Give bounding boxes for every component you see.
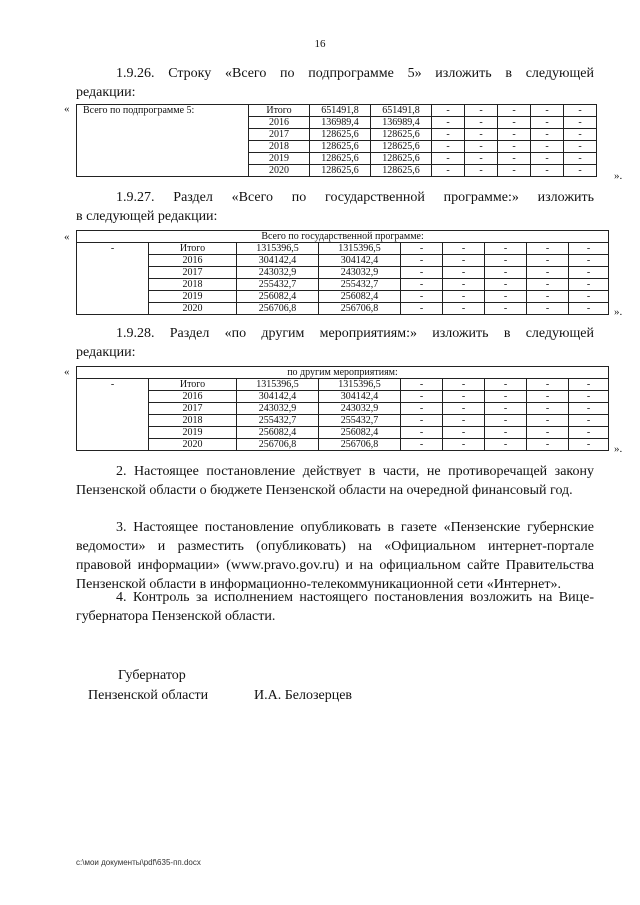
value-cell: 256706,8 (319, 439, 401, 451)
value-cell: 128625,6 (371, 129, 432, 141)
value-cell: 136989,4 (371, 117, 432, 129)
open-quote: « (64, 366, 70, 378)
table-row (77, 267, 609, 279)
paragraph-1927 (76, 188, 594, 226)
value-cell: 128625,6 (310, 153, 371, 165)
value-cell: 256706,8 (237, 303, 319, 315)
year-cell: 2017 (249, 129, 310, 141)
dash-cell: - (498, 165, 531, 177)
dash-cell: - (485, 255, 527, 267)
value-cell: 243032,9 (319, 267, 401, 279)
dash-cell: - (401, 403, 443, 415)
dash-cell: - (527, 291, 569, 303)
table-row (77, 279, 609, 291)
value-cell: 128625,6 (371, 165, 432, 177)
dash-cell: - (443, 303, 485, 315)
dash-cell: - (485, 415, 527, 427)
year-cell: 2017 (149, 403, 237, 415)
year-cell: Итого (249, 105, 310, 117)
close-quote: ». (614, 306, 623, 318)
dash-cell: - (443, 403, 485, 415)
dash-cell: - (564, 105, 597, 117)
dash-cell: - (564, 117, 597, 129)
table-row (77, 403, 609, 415)
dash-cell: - (432, 105, 465, 117)
table-row (77, 303, 609, 315)
dash-cell: - (465, 105, 498, 117)
dash-cell: - (465, 129, 498, 141)
year-cell: 2017 (149, 267, 237, 279)
paragraph-1928 (76, 324, 594, 362)
dash-cell: - (401, 291, 443, 303)
year-cell: 2019 (149, 427, 237, 439)
year-cell: 2019 (149, 291, 237, 303)
dash-cell: - (527, 279, 569, 291)
dash-cell: - (569, 427, 609, 439)
value-cell: 256706,8 (319, 303, 401, 315)
dash-cell: - (432, 117, 465, 129)
signature-title-line1: Губернатор (118, 668, 186, 683)
dash-cell: - (443, 267, 485, 279)
value-cell: 1315396,5 (237, 379, 319, 391)
dash-cell: - (465, 165, 498, 177)
value-cell: 304142,4 (319, 255, 401, 267)
dash-cell: - (527, 403, 569, 415)
dash-cell: - (569, 403, 609, 415)
table-row (77, 291, 609, 303)
dash-cell: - (432, 165, 465, 177)
table-row (77, 105, 597, 117)
value-cell: 128625,6 (371, 141, 432, 153)
signature-title-line2: Пензенской области (88, 688, 209, 703)
paragraph-1926-line1: 1.9.26. Строку «Всего по подпрограмме 5» изложить в следующей (116, 66, 594, 81)
dash-cell: - (465, 117, 498, 129)
table-header-row (77, 231, 609, 243)
year-cell: 2018 (149, 279, 237, 291)
dash-cell: - (432, 141, 465, 153)
dash-cell: - (564, 129, 597, 141)
dash-cell: - (569, 303, 609, 315)
dash-cell: - (401, 439, 443, 451)
table-subprogram-5 (76, 104, 597, 177)
value-cell: 255432,7 (237, 415, 319, 427)
close-quote: ». (614, 443, 623, 455)
table-header-row (77, 367, 609, 379)
dash-cell: - (485, 243, 527, 255)
close-quote: ». (614, 170, 623, 182)
dash-cell: - (443, 243, 485, 255)
dash-cell: - (443, 255, 485, 267)
year-cell: 2016 (249, 117, 310, 129)
dash-cell: - (531, 129, 564, 141)
table-row (77, 427, 609, 439)
year-cell: 2019 (249, 153, 310, 165)
dash-cell: - (401, 415, 443, 427)
dash-cell: - (527, 243, 569, 255)
value-cell: 128625,6 (310, 141, 371, 153)
value-cell: 243032,9 (319, 403, 401, 415)
dash-cell: - (443, 379, 485, 391)
dash-cell: - (569, 279, 609, 291)
dash-cell: - (527, 391, 569, 403)
dash-cell: - (498, 129, 531, 141)
value-cell: 256082,4 (319, 291, 401, 303)
dash-cell: - (498, 153, 531, 165)
year-cell: Итого (149, 379, 237, 391)
value-cell: 255432,7 (237, 279, 319, 291)
table-row (77, 415, 609, 427)
dash-cell: - (527, 267, 569, 279)
year-cell: 2020 (149, 439, 237, 451)
dash-cell: - (401, 255, 443, 267)
dash-cell: - (443, 415, 485, 427)
dash-cell: - (465, 141, 498, 153)
dash-cell: - (432, 153, 465, 165)
dash-cell: - (443, 291, 485, 303)
footer-file-path: c:\мои документы\pdf\635-пп.docx (76, 858, 201, 867)
dash-cell: - (443, 279, 485, 291)
dash-cell: - (569, 243, 609, 255)
year-cell: Итого (149, 243, 237, 255)
dash-cell: - (401, 379, 443, 391)
dash-cell: - (485, 267, 527, 279)
table-row (77, 243, 609, 255)
dash-cell: - (569, 255, 609, 267)
value-cell: 256706,8 (237, 439, 319, 451)
dash-cell: - (531, 141, 564, 153)
dash-cell: - (401, 303, 443, 315)
value-cell: 1315396,5 (319, 379, 401, 391)
value-cell: 243032,9 (237, 267, 319, 279)
signature-name: И.А. Белозерцев (254, 688, 353, 703)
table-row (77, 379, 609, 391)
open-quote: « (64, 231, 70, 243)
paragraph-1927-line2: в следующей редакции: (76, 209, 218, 224)
value-cell: 1315396,5 (319, 243, 401, 255)
value-cell: 256082,4 (237, 291, 319, 303)
dash-cell: - (527, 427, 569, 439)
dash-cell: - (564, 165, 597, 177)
first-col-cell: - (77, 243, 149, 315)
year-cell: 2020 (149, 303, 237, 315)
value-cell: 255432,7 (319, 279, 401, 291)
dash-cell: - (569, 379, 609, 391)
dash-cell: - (401, 243, 443, 255)
table-state-program-total (76, 230, 609, 315)
table-other-activities (76, 366, 609, 451)
dash-cell: - (527, 255, 569, 267)
clause-2: 2. Настоящее постановление действует в части, не противоречащей закону Пензенской области о бюджете Пензенской области на очередной финансовый год. (76, 464, 594, 498)
value-cell: 651491,8 (310, 105, 371, 117)
year-cell: 2020 (249, 165, 310, 177)
value-cell: 304142,4 (319, 391, 401, 403)
value-cell: 1315396,5 (237, 243, 319, 255)
dash-cell: - (527, 415, 569, 427)
dash-cell: - (485, 427, 527, 439)
dash-cell: - (527, 439, 569, 451)
table-header-cell: Всего по государственной программе: (77, 231, 609, 243)
dash-cell: - (401, 279, 443, 291)
year-cell: 2016 (149, 255, 237, 267)
page-number: 16 (314, 38, 326, 50)
dash-cell: - (443, 427, 485, 439)
open-quote: « (64, 103, 70, 115)
paragraph-1926-line2: редакции: (76, 85, 136, 100)
table-header-cell: по другим мероприятиям: (77, 367, 609, 379)
clause-4: 4. Контроль за исполнением настоящего постановления возложить на Вице-губернатора Пензенской области. (76, 590, 594, 624)
value-cell: 255432,7 (319, 415, 401, 427)
value-cell: 128625,6 (310, 129, 371, 141)
dash-cell: - (569, 291, 609, 303)
value-cell: 136989,4 (310, 117, 371, 129)
dash-cell: - (432, 129, 465, 141)
dash-cell: - (569, 391, 609, 403)
dash-cell: - (531, 117, 564, 129)
table-row (77, 439, 609, 451)
dash-cell: - (485, 403, 527, 415)
value-cell: 304142,4 (237, 255, 319, 267)
dash-cell: - (485, 303, 527, 315)
dash-cell: - (401, 267, 443, 279)
value-cell: 651491,8 (371, 105, 432, 117)
dash-cell: - (465, 153, 498, 165)
dash-cell: - (498, 117, 531, 129)
paragraph-1928-line1: 1.9.28. Раздел «по другим мероприятиям:» изложить в следующей (116, 326, 594, 341)
value-cell: 256082,4 (319, 427, 401, 439)
dash-cell: - (443, 391, 485, 403)
dash-cell: - (527, 379, 569, 391)
dash-cell: - (527, 303, 569, 315)
table-row (77, 255, 609, 267)
dash-cell: - (498, 105, 531, 117)
dash-cell: - (531, 153, 564, 165)
dash-cell: - (443, 439, 485, 451)
year-cell: 2018 (249, 141, 310, 153)
value-cell: 256082,4 (237, 427, 319, 439)
value-cell: 243032,9 (237, 403, 319, 415)
dash-cell: - (569, 439, 609, 451)
dash-cell: - (485, 439, 527, 451)
dash-cell: - (531, 105, 564, 117)
dash-cell: - (564, 153, 597, 165)
dash-cell: - (531, 165, 564, 177)
dash-cell: - (485, 379, 527, 391)
dash-cell: - (485, 391, 527, 403)
first-col-cell: - (77, 379, 149, 451)
year-cell: 2016 (149, 391, 237, 403)
dash-cell: - (498, 141, 531, 153)
dash-cell: - (401, 427, 443, 439)
value-cell: 128625,6 (310, 165, 371, 177)
paragraph-1927-line1: 1.9.27. Раздел «Всего по государственной программе:» изложить (116, 190, 594, 205)
value-cell: 128625,6 (371, 153, 432, 165)
paragraph-1928-line2: редакции: (76, 345, 136, 360)
dash-cell: - (564, 141, 597, 153)
year-cell: 2018 (149, 415, 237, 427)
clause-3: 3. Настоящее постановление опубликовать в газете «Пензенские губернские ведомости» и разместить (опубликовать) на «Официальном интернет-портале правовой информации» (www.pravo.gov.ru) и на официальном сайте Правительства Пензенской области в информационно-телекоммуникационной сети «Интернет». (76, 520, 594, 592)
table-row (77, 391, 609, 403)
dash-cell: - (401, 391, 443, 403)
dash-cell: - (485, 279, 527, 291)
paragraph-1926 (76, 64, 594, 102)
value-cell: 304142,4 (237, 391, 319, 403)
dash-cell: - (569, 415, 609, 427)
dash-cell: - (485, 291, 527, 303)
row-label-cell: Всего по подпрограмме 5: (77, 105, 249, 177)
dash-cell: - (569, 267, 609, 279)
